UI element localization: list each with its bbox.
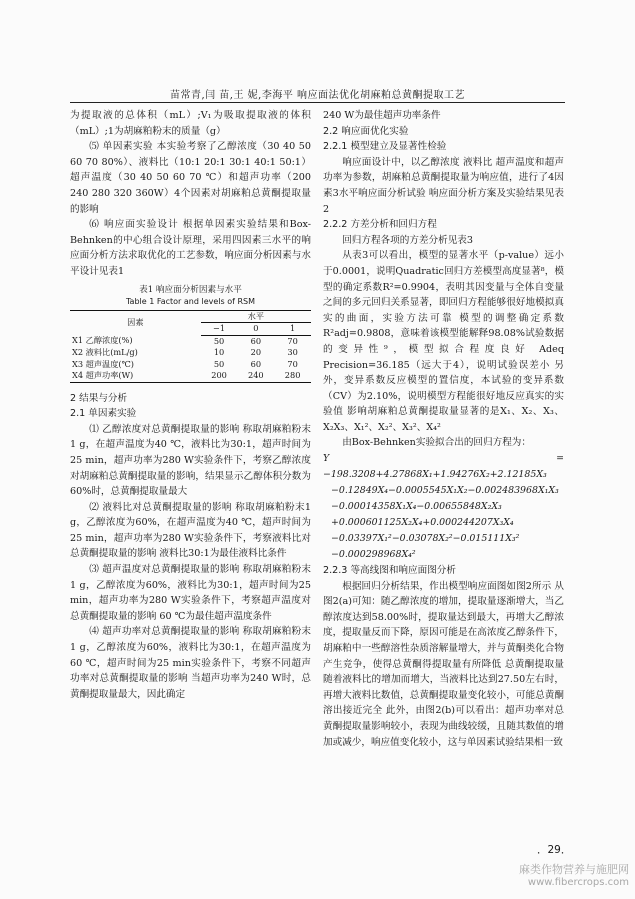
table-level-header: −1 <box>201 323 238 336</box>
table-cell: 10 <box>213 347 225 358</box>
paragraph-power: ⑷ 超声功率对总黄酮提取量的影响 称取胡麻粕粉末1 g，乙醇浓度为60%，液料比为30:1，在超声温度为60 ℃，超声时间为25 min实验条件下，考察不同超声功率对总黄酮提取量的影响 当超声功率为240 W时，总黄酮提取量最大，因此确定 <box>70 626 311 700</box>
table-header-factor: 因素 <box>70 310 201 335</box>
subsubsection-heading-model: 2.2.1 模型建立及显著性检验 <box>323 141 447 153</box>
watermark <box>519 863 629 889</box>
header-rule <box>70 102 565 103</box>
watermark-site-name: 麻类作物营养与施肥网 <box>519 863 629 876</box>
subsubsection-heading-contour: 2.2.3 等高线图和响应面图分析 <box>323 565 456 577</box>
intro-lines: 为提取液的总体积（mL）;V₁为吸取提取液的体积（mL）;1为胡麻粕粉末的质量（g） <box>70 110 311 137</box>
subsection-heading-single-factor: 2.1 单因素实验 <box>70 408 137 420</box>
paragraph-anova-intro: 回归方程各项的方差分析见表3 <box>342 234 474 246</box>
table-row <box>70 335 311 347</box>
running-header: 苗常青,闫 苗,王 妮,李海平 响应面法优化胡麻粕总黄酮提取工艺 <box>169 90 466 101</box>
page-number: ．29． <box>537 844 572 856</box>
table-cell: X4 超声功率(W) <box>70 370 201 382</box>
table-row <box>70 370 311 382</box>
continuation-line: 240 W为最佳超声功率条件 <box>323 110 441 121</box>
equation-line: +0.000601125X₂X₄+0.000244207X₃X₄ <box>331 517 514 529</box>
paragraph-temperature: ⑶ 超声温度对总黄酮提取量的影响 称取胡麻粕粉末1 g，乙醇浓度为60%，液料比为30:1，超声时间为25 min，超声功率为280 W实验条件下，考察超声温度对总黄酮提取量的影响 60 ℃为最佳超声温度条件 <box>70 564 311 622</box>
section-heading-results: 2 结果与分析 <box>70 392 128 404</box>
equation-line: −0.00014358X₁X₄−0.00655848X₂X₃ <box>331 501 502 513</box>
equation-line: −0.03397X₁²−0.03078X₂²−0.015111X₃² <box>331 533 520 545</box>
subsection-heading-rsm: 2.2 响应面优化实验 <box>323 125 409 137</box>
table-cell: 60 <box>250 335 262 346</box>
subsubsection-heading-anova: 2.2.2 方差分析和回归方程 <box>323 219 437 231</box>
table-cell: X1 乙醇浓度(%) <box>72 335 133 346</box>
table-cell: 20 <box>250 347 262 358</box>
paragraph-liquid-ratio: ⑵ 液料比对总黄酮提取量的影响 称取胡麻粕粉末1 g，乙醇浓度为60%，在超声温度为40 ℃，超声时间为25 min，超声功率为280 W实验条件下，考察液料比对总黄酮提取量的影响 液料比30:1为最佳液料比条件 <box>70 501 311 560</box>
equation-line: −0.000298968X₄² <box>331 549 416 561</box>
table-cell: 50 <box>213 335 225 346</box>
table-header-level: 水平 <box>201 310 311 323</box>
regression-equation <box>323 451 564 563</box>
paragraph-ethanol: ⑴ 乙醇浓度对总黄酮提取量的影响 称取胡麻粕粉末1 g，在超声温度为40 ℃，液料比为30:1，超声时间为25 min，超声功率为280 W实验条件下，考察乙醇浓度对胡麻粕总黄酮提取量的影响，结果显示乙醇体积分数为60%时，总黄酮提取量最大 <box>70 423 311 498</box>
table-cell: X3 超声温度(℃) <box>72 358 134 369</box>
paragraph-contour: 根据回归分析结果，作出模型响应面图如图2所示 从图2(a)可知：随乙醇浓度的增加，提取量逐渐增大，当乙醇浓度达到58.00%时，提取量达到最大，再增大乙醇浓度，提取量反而下降，原因可能是在高浓度乙醇条件下，胡麻粕中一些醇溶性杂质溶解量增大，并与黄酮类化合物产生竞争，使得总黄酮得提取量有所降低 总黄酮提取量随着液料比的增加而增大，当液料比达到27.50左右时，再增大液料比数值，总黄酮提取量变化较小，可能总黄酮溶出接近完全 此外，由图2(b)可以看出：超声功率对总黄酮提取量影响较小，表现为曲线较缓，且随其数值的增加或减少，响应值变化较小，这与单因素试验结果相一致 <box>323 580 564 748</box>
single-factor-paragraph: ⑸ 单因素实验 本实验考察了乙醇浓度（30 40 50 60 70 80%）、液料比（10:1 20:1 30:1 40:1 50:1）超声温度（30 40 50 60 70 ℃）和超声功率（200 240 280 320 360W）4个因素对胡麻粕总黄酮提取量的影响 <box>70 141 311 215</box>
table-row <box>70 359 311 371</box>
table-cell: 280 <box>274 370 311 382</box>
table-cell: 200 <box>201 370 238 382</box>
table-cell: 70 <box>287 358 298 369</box>
table-cell: 70 <box>287 335 298 346</box>
table-caption-cn: 表1 响应面分析因素与水平 <box>139 284 242 295</box>
table-cell: 50 <box>213 358 225 369</box>
table-row <box>70 347 311 359</box>
table-level-header: 1 <box>274 323 311 336</box>
factor-level-table <box>70 310 311 383</box>
response-surface-paragraph: ⑹ 响应面实验设计 根据单因素实验结果和Box-Behnken的中心组合设计原理，采用四因素三水平的响应面分析方法求取优化的工艺参数，响应面分析因素与水平设计见表1 <box>70 219 311 277</box>
paragraph-anova: 从表3可以看出，模型的显著水平（p-value）远小于0.0001，说明Quadratic回归方差模型高度显著⁸，模型的确定系数R²=0.9904，表明其因变量与全体自变量之间的多元回归关系显著，即回归方程能够很好地模拟真实的曲面，实验方法可靠 模型的调整确定系数R²adj=0.9808，意味着该模型能解释98.08%试验数据的变异性⁹，模型拟合程度良好 Adeq Precision=36.185（远大于4），说明试验误差小 另外，变异系数反应模型的置信度，本试验的变异系数（CV）为2.10%，说明模型方程能很好地反应真实的实验值 影响胡麻粕总黄酮提取量显著的是X₁、X₂、X₃、X₂X₃、X₁²、X₂²、X₃²、X₄² <box>323 250 564 433</box>
paragraph-model: 响应面设计中，以乙醇浓度 液料比 超声温度和超声功率为参数，胡麻粕总黄酮提取量为响应值，进行了4因素3水平响应面分析试验 响应面分析方案及实验结果见表2 <box>323 156 564 215</box>
table-cell: 240 <box>237 370 274 382</box>
right-column <box>323 108 564 750</box>
watermark-url: www.fibercrops.com <box>527 877 629 888</box>
table-caption-en: Table 1 Factor and levels of RSM <box>125 296 255 306</box>
table-level-header: 0 <box>237 323 274 336</box>
table-cell: 60 <box>250 358 262 369</box>
table-cell: 30 <box>287 347 298 358</box>
equation-line: −0.12849X₄−0.0005545X₁X₂−0.002483968X₁X₃ <box>331 485 559 497</box>
equation-line: Y = −198.3208+4.27868X₁+1.94276X₂+2.12185X₃ <box>323 453 564 481</box>
table-cell: X2 液料比(mL/g) <box>72 347 138 358</box>
left-column <box>70 108 311 702</box>
paragraph-regression: 由Box-Behnken实验拟合出的回归方程为： <box>342 437 531 449</box>
